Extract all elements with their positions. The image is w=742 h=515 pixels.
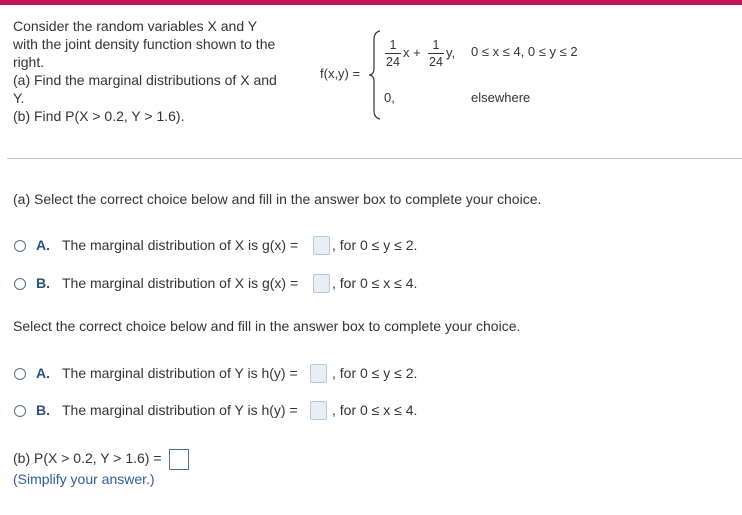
part-a-prompt-x: (a) Select the correct choice below and fill in the answer box to complete your choice. [13, 191, 542, 207]
term-x: x + [403, 45, 421, 60]
question-line: right. [13, 54, 45, 70]
part-b-answer-box[interactable] [169, 449, 189, 470]
section-divider [7, 158, 742, 159]
radio-button[interactable] [14, 405, 26, 417]
question-line: Consider the random variables X and Y [13, 18, 258, 34]
question-text [13, 17, 303, 125]
case2-value: 0, [384, 90, 395, 105]
answer-box[interactable] [310, 364, 327, 383]
fraction-one-24-y: 1 24 [429, 38, 443, 69]
answer-box[interactable] [310, 401, 327, 420]
radio-button[interactable] [14, 368, 26, 380]
term-y: y, [446, 45, 456, 60]
part-a-prompt-y: Select the correct choice below and fill in the answer box to complete your choice. [13, 318, 521, 334]
case2-condition: elsewhere [471, 90, 531, 105]
question-line: (a) Find the marginal distributions of X and [13, 72, 277, 88]
case1-condition: 0 ≤ x ≤ 4, 0 ≤ y ≤ 2 [471, 44, 578, 59]
simplify-hint: (Simplify your answer.) [13, 471, 155, 487]
answer-box[interactable] [313, 274, 330, 293]
question-line: with the joint density function shown to the [13, 36, 276, 52]
piecewise-brace-icon [368, 30, 382, 120]
radio-button[interactable] [14, 278, 26, 290]
answer-box[interactable] [313, 236, 330, 255]
radio-button[interactable] [14, 240, 26, 252]
part-b-label: (b) P(X > 0.2, Y > 1.6) = [13, 450, 162, 466]
fraction-one-24-x: 1 24 [386, 38, 400, 69]
question-line: Y. [13, 90, 25, 106]
formula-lhs: f(x,y) = [320, 66, 361, 81]
top-accent-bar [0, 0, 742, 5]
question-line: (b) Find P(X > 0.2, Y > 1.6). [13, 108, 185, 124]
